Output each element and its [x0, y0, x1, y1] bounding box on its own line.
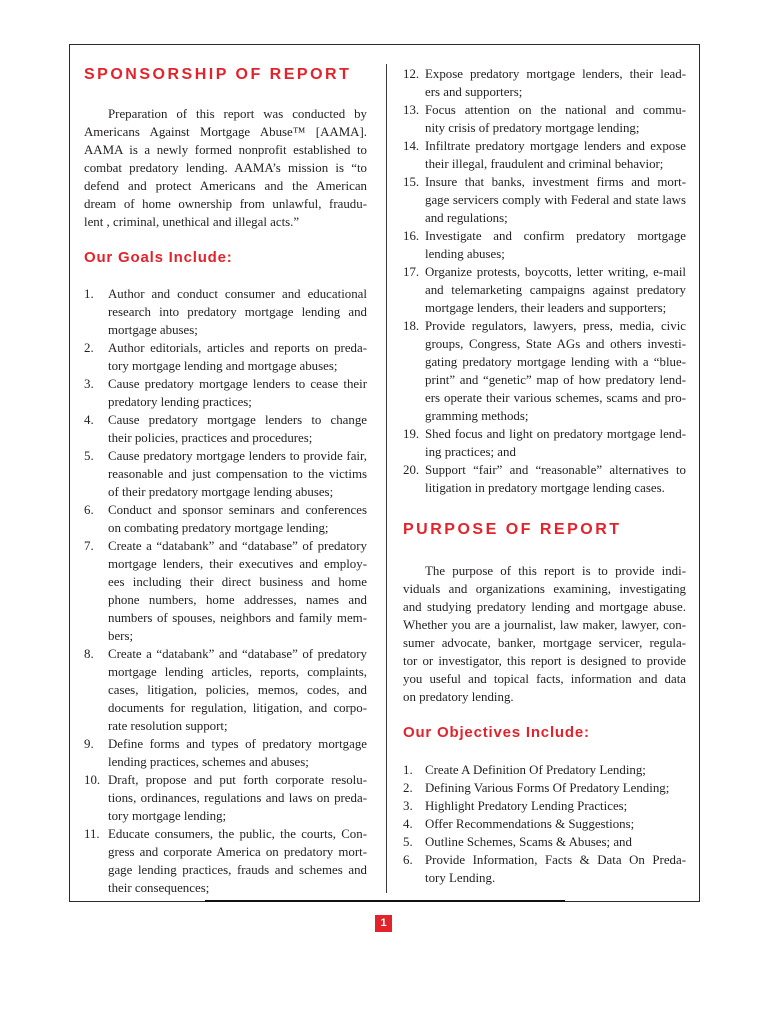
paragraph-line: Whether you are a journalist, law maker, lawyer, con- — [403, 618, 686, 632]
objectives-list — [403, 761, 686, 887]
list-item-line: Conduct and sponsor seminars and conferences — [108, 503, 367, 517]
list-item-number: 7. — [84, 539, 94, 553]
list-item-number: 3. — [84, 377, 94, 391]
list-item-text — [425, 65, 686, 101]
list-item-text — [425, 227, 686, 263]
list-item-line: Offer Recommendations & Suggestions; — [425, 817, 635, 831]
list-item-text — [108, 285, 367, 339]
list-item-number: 16. — [403, 229, 420, 243]
list-item-number: 14. — [403, 139, 420, 153]
purpose-paragraph — [403, 562, 686, 706]
list-item-text — [425, 425, 686, 461]
paragraph-line: combat predatory lending. AAMA’s mission is “to — [84, 161, 367, 175]
list-item-line: ing practices; and — [425, 445, 516, 459]
list-item-text — [108, 375, 367, 411]
list-item-number: 11. — [84, 827, 100, 841]
goals-list-right — [403, 65, 686, 497]
paragraph-line: AAMA is a newly formed nonprofit established to — [84, 143, 367, 157]
list-item — [84, 735, 367, 771]
list-item — [403, 815, 686, 833]
list-item — [84, 645, 367, 735]
list-item-number: 13. — [403, 103, 420, 117]
list-item-line: mortgage lenders, their executives and employ- — [108, 557, 367, 571]
list-item-number: 4. — [84, 413, 94, 427]
list-item-text — [425, 173, 686, 227]
list-item-line: groups, Congress, State AGs and others investi- — [425, 337, 686, 351]
list-item-text — [108, 501, 367, 537]
list-item — [84, 825, 367, 897]
list-item — [84, 771, 367, 825]
list-item-line: Create A Definition Of Predatory Lending; — [425, 763, 646, 777]
list-item — [403, 101, 686, 137]
list-item-line: Organize protests, boycotts, letter writing, e-mail — [425, 265, 686, 279]
list-item-line: gage servicers comply with Federal and state laws — [425, 193, 686, 207]
list-item-text — [425, 761, 686, 779]
list-item-line: Author editorials, articles and reports on preda- — [108, 341, 367, 355]
list-item-line: Shed focus and light on predatory mortgage lend- — [425, 427, 686, 441]
list-item-number: 9. — [84, 737, 94, 751]
list-item-line: gress and corporate America on predatory mort- — [108, 845, 367, 859]
list-item-text — [108, 339, 367, 375]
list-item-number: 1. — [403, 763, 413, 777]
paragraph-line: sumer advocate, banker, mortgage servicer, regula- — [403, 636, 686, 650]
list-item-line: mortgage abuses; — [108, 323, 198, 337]
list-item-text — [425, 833, 686, 851]
list-item — [403, 851, 686, 887]
paragraph-line: Americans Against Mortgage Abuse™ [AAMA]. — [84, 125, 367, 139]
list-item-line: Author and conduct consumer and educational — [108, 287, 367, 301]
list-item-line: their consequences; — [108, 881, 210, 895]
list-item-line: tory Lending. — [425, 871, 496, 885]
list-item-number: 20. — [403, 463, 420, 477]
objectives-heading: Our Objectives Include: — [403, 724, 590, 741]
sponsorship-heading: SPONSORSHIP OF REPORT — [84, 66, 352, 83]
list-item-line: Infiltrate predatory mortgage lenders and expose — [425, 139, 686, 153]
sponsorship-paragraph — [84, 105, 367, 231]
list-item-line: Expose predatory mortgage lenders, their lead- — [425, 67, 686, 81]
list-item-line: Define forms and types of predatory mortgage — [108, 737, 367, 751]
list-item-line: documents for regulation, litigation, and corpo- — [108, 701, 367, 715]
list-item — [84, 447, 367, 501]
paragraph-line: tor or investigator, this report is designed to provide — [403, 654, 686, 668]
list-item — [403, 227, 686, 263]
list-item-line: of their predatory mortgage lending abuses; — [108, 485, 334, 499]
list-item-line: Investigate and confirm predatory mortgage — [425, 229, 686, 243]
list-item-line: Draft, propose and put forth corporate resolu- — [108, 773, 367, 787]
list-item-number: 8. — [84, 647, 94, 661]
paragraph-line: dream of home ownership from unlawful, fraudu- — [84, 197, 367, 211]
column-divider — [386, 64, 387, 893]
list-item-text — [108, 645, 367, 735]
purpose-heading: PURPOSE OF REPORT — [403, 521, 622, 538]
list-item-line: numbers of spouses, neighbors and family mem- — [108, 611, 367, 625]
list-item-line: lending practices, schemes and abuses; — [108, 755, 309, 769]
list-item-line: litigation in predatory mortgage lending cases. — [425, 481, 665, 495]
list-item-line: Insure that banks, investment firms and mort- — [425, 175, 686, 189]
list-item-number: 5. — [403, 835, 413, 849]
list-item — [403, 65, 686, 101]
list-item-line: Highlight Predatory Lending Practices; — [425, 799, 628, 813]
list-item — [84, 537, 367, 645]
goals-list-left — [84, 285, 367, 897]
list-item-line: gage lending practices, frauds and schemes and — [108, 863, 367, 877]
list-item — [84, 375, 367, 411]
list-item — [403, 317, 686, 425]
list-item-line: Defining Various Forms Of Predatory Lending; — [425, 781, 670, 795]
list-item — [84, 501, 367, 537]
list-item-text — [425, 101, 686, 137]
list-item-line: research into predatory mortgage lending and — [108, 305, 367, 319]
list-item-line: Outline Schemes, Scams & Abuses; and — [425, 835, 632, 849]
list-item-number: 4. — [403, 817, 413, 831]
list-item-line: their policies, practices and procedures; — [108, 431, 313, 445]
list-item-line: Create a “databank” and “database” of predatory — [108, 539, 367, 553]
list-item-text — [108, 771, 367, 825]
list-item-line: nity crisis of predatory mortgage lending; — [425, 121, 640, 135]
list-item-number: 5. — [84, 449, 94, 463]
list-item — [403, 797, 686, 815]
list-item-number: 3. — [403, 799, 413, 813]
list-item-text — [425, 779, 686, 797]
list-item-line: Cause predatory mortgage lenders to change — [108, 413, 367, 427]
list-item-text — [425, 137, 686, 173]
list-item-number: 2. — [403, 781, 413, 795]
list-item-number: 18. — [403, 319, 420, 333]
list-item-line: bers; — [108, 629, 134, 643]
list-item-number: 15. — [403, 175, 420, 189]
list-item — [84, 339, 367, 375]
paragraph-line: defend and protect Americans and the American — [84, 179, 367, 193]
list-item-number: 19. — [403, 427, 420, 441]
list-item-line: gramming methods; — [425, 409, 529, 423]
list-item-text — [425, 797, 686, 815]
list-item-number: 10. — [84, 773, 101, 787]
paragraph-line: and studying predatory lending and mortgage abuse. — [403, 600, 686, 614]
list-item — [403, 761, 686, 779]
list-item — [403, 779, 686, 797]
list-item-text — [425, 461, 686, 497]
paragraph-line: lent , criminal, unethical and illegal acts.” — [84, 215, 300, 229]
list-item-line: ers and supporters; — [425, 85, 523, 99]
goals-heading: Our Goals Include: — [84, 249, 233, 266]
list-item-text — [425, 851, 686, 887]
list-item-number: 6. — [403, 853, 413, 867]
list-item-line: cases, litigation, policies, memos, codes, and — [108, 683, 367, 697]
list-item-line: their illegal, fraudulent and criminal behavior; — [425, 157, 664, 171]
bottom-rule — [205, 900, 565, 902]
list-item-line: Cause predatory mortgage lenders to provide fair, — [108, 449, 367, 463]
list-item-line: on combating predatory mortgage lending; — [108, 521, 329, 535]
list-item-text — [425, 263, 686, 317]
list-item-text — [108, 825, 367, 897]
list-item-number: 2. — [84, 341, 94, 355]
paragraph-line: on predatory lending. — [403, 690, 514, 704]
list-item-number: 1. — [84, 287, 94, 301]
list-item-text — [108, 735, 367, 771]
paragraph-line: you useful and topical facts, information and data — [403, 672, 686, 686]
list-item-line: tory mortgage lending and mortgage abuses; — [108, 359, 338, 373]
list-item — [84, 411, 367, 447]
page-number: 1 — [375, 915, 392, 932]
list-item — [403, 425, 686, 461]
list-item-line: Focus attention on the national and commu- — [425, 103, 686, 117]
list-item-line: rate resolution support; — [108, 719, 228, 733]
list-item-line: Cause predatory mortgage lenders to cease their — [108, 377, 367, 391]
list-item-line: reasonable and just compensation to the victims — [108, 467, 367, 481]
list-item-line: gating predatory mortgage lending with a “blue- — [425, 355, 686, 369]
list-item — [403, 833, 686, 851]
list-item-text — [425, 317, 686, 425]
paragraph-line: Preparation of this report was conducted by — [108, 107, 367, 121]
list-item-line: and telemarketing campaigns against predatory — [425, 283, 686, 297]
list-item-text — [108, 411, 367, 447]
list-item-line: ees including their direct business and home — [108, 575, 367, 589]
list-item-line: Create a “databank” and “database” of predatory — [108, 647, 367, 661]
list-item-line: tory mortgage lending; — [108, 809, 227, 823]
list-item-line: mortgage lenders, their leaders and supporters; — [425, 301, 667, 315]
list-item-line: mortgage lending articles, reports, complaints, — [108, 665, 367, 679]
list-item-text — [425, 815, 686, 833]
list-item-line: predatory lending practices; — [108, 395, 252, 409]
list-item-number: 12. — [403, 67, 420, 81]
list-item-number: 17. — [403, 265, 420, 279]
paragraph-line: The purpose of this report is to provide indi- — [425, 564, 686, 578]
list-item — [84, 285, 367, 339]
list-item-line: Provide Information, Facts & Data On Preda- — [425, 853, 686, 867]
list-item — [403, 461, 686, 497]
list-item-line: and regulations; — [425, 211, 508, 225]
paragraph-line: viduals and organizations examining, investigating — [403, 582, 686, 596]
list-item — [403, 137, 686, 173]
list-item-line: tions, ordinances, regulations and laws on preda- — [108, 791, 367, 805]
list-item-line: phone numbers, home addresses, names and — [108, 593, 367, 607]
list-item-number: 6. — [84, 503, 94, 517]
list-item-text — [108, 447, 367, 501]
list-item-text — [108, 537, 367, 645]
list-item-line: lending abuses; — [425, 247, 505, 261]
list-item-line: ers operate their various schemes, scams and pro- — [425, 391, 686, 405]
list-item-line: Support “fair” and “reasonable” alternatives to — [425, 463, 686, 477]
list-item — [403, 263, 686, 317]
list-item-line: print” and “genetic” map of how predatory lend- — [425, 373, 686, 387]
list-item-line: Educate consumers, the public, the courts, Con- — [108, 827, 367, 841]
list-item — [403, 173, 686, 227]
list-item-line: Provide regulators, lawyers, press, media, civic — [425, 319, 686, 333]
